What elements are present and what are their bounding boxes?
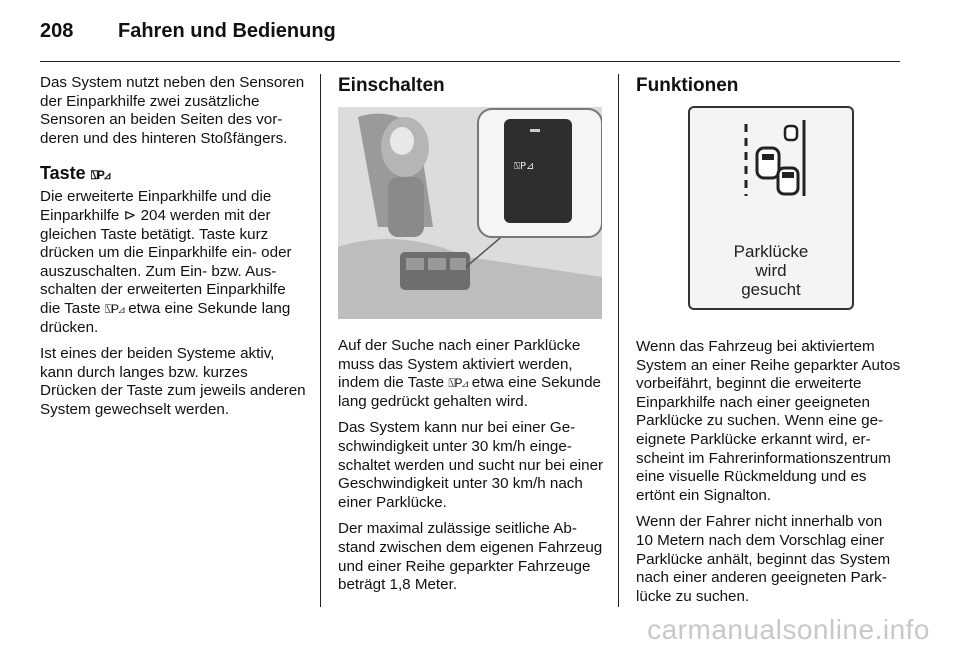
funktionen-paragraph-2: Wenn der Fahrer nicht innerhalb von 10 Metern nach dem Vorschlag einer Parklücke anhält, beginnt das System nach einer anderen geeigneten Parklücke zu suchen. <box>636 513 891 605</box>
text-run: etwa eine Sekunde lang gedrückt gehalten wird. <box>338 374 601 410</box>
einschalten-paragraph-2: Das System kann nur bei einer Geschwindigkeit unter 30 km/h eingeschaltet werden und sucht nur bei einer Geschwindigkeit unter 30 km/h nach einer Parklücke. <box>338 419 604 511</box>
display-line-1: Parklücke <box>733 242 809 261</box>
display-caption <box>690 242 852 299</box>
taste-heading-text: Taste <box>40 163 86 184</box>
header-rule <box>40 61 900 62</box>
parking-key-icon: ⍂P⊿ <box>104 301 124 316</box>
taste-heading <box>40 162 308 186</box>
column-divider-1 <box>320 74 321 607</box>
display-line-3: gesucht <box>741 280 801 299</box>
column-1 <box>40 74 308 428</box>
einschalten-heading: Einschalten <box>338 75 445 96</box>
column-2 <box>338 74 604 603</box>
text-run: Auf der Suche nach einer Parklücke muss das System aktiviert werden, indem die Taste <box>338 337 581 392</box>
text-run: 204 werden mit der gleichen Taste betätigt. Taste kurz drücken um die Einparkhilfe ein- oder auszuschalten. Zum Ein- bzw. Ausschalten der erweiterten Einparkhilfe die Taste <box>40 206 292 317</box>
funktionen-heading: Funktionen <box>636 75 739 96</box>
parking-key-icon: ⍂P⊿ <box>90 168 110 183</box>
svg-text:⍂P⊿: ⍂P⊿ <box>514 161 535 172</box>
driver-info-display <box>688 106 854 310</box>
text-run: etwa eine Sekunde lang drücken. <box>40 299 291 336</box>
einschalten-paragraph-3: Der maximal zulässige seitliche Abstand zwischen dem eigenen Fahrzeug und einer Reihe geparkter Fahrzeuge beträgt 1,8 Meter. <box>338 520 603 594</box>
funktionen-paragraph-1: Wenn das Fahrzeug bei aktiviertem System an einer Reihe geparkter Autos vorbeifährt, beginnt die erweiterte Einparkhilfe nach einer geeigneten Parklücke zu suchen. Wenn eine geeignete Parklücke erkannt wird, erscheint im Fahrerinformationszentrum eine visuelle Rückmeldung und es ertönt ein Signalton. <box>636 338 901 504</box>
column-divider-2 <box>618 74 619 607</box>
parking-space-icon <box>690 108 852 238</box>
taste-paragraph-2: Ist eines der beiden Systeme aktiv, kann durch langes bzw. kurzes Drücken der Taste zum jeweils anderen System gewechselt werden. <box>40 345 306 418</box>
reference-arrow-icon: ⊳ <box>123 206 137 224</box>
page-header <box>40 20 900 54</box>
text-run: Die erweiterte Einparkhilfe und die Einparkhilfe <box>40 188 272 224</box>
taste-paragraph-1 <box>40 188 308 337</box>
gear-shift-illustration <box>338 107 602 319</box>
section-title: Fahren und Bedienung <box>118 20 336 42</box>
display-line-2: wird <box>755 261 787 280</box>
watermark: carmanualsonline.info <box>647 614 930 645</box>
einschalten-paragraph-1 <box>338 337 604 411</box>
page-number: 208 <box>40 20 74 42</box>
column-3 <box>636 74 902 614</box>
center-console-illustration <box>338 107 602 319</box>
parking-key-icon: ⍂P⊿ <box>448 376 468 391</box>
intro-paragraph: Das System nutzt neben den Sensoren der Einparkhilfe zwei zusätzliche Sensoren an beiden Seiten des vorderen und des hinteren Stoßfängers. <box>40 74 305 147</box>
